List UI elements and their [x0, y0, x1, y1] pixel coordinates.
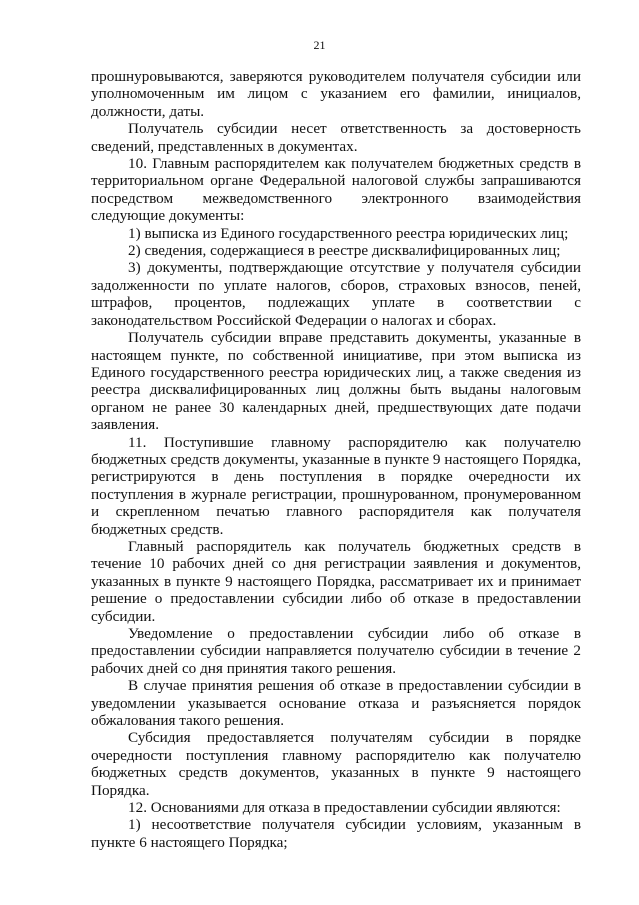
- paragraph: Получатель субсидии вправе представить документы, указанные в настоящем пункте, по собственной инициативе, при этом выписка из Единого государственного реестра юридических лиц, а также сведения из реестра дисквалифицированных лиц должны быть выданы налоговым органом не ранее 30 календарных дней, предшествующих дате подачи заявления.: [91, 329, 581, 434]
- paragraph: 11. Поступившие главному распорядителю как получателю бюджетных средств документы, указанные в пункте 9 настоящего Порядка, регистрируются в день поступления в порядке очередности их поступления в журнале регистрации, прошнурованном, пронумерованном и скрепленном печатью главного распорядителя как получателя бюджетных средств.: [91, 433, 581, 538]
- document-body: [91, 68, 581, 851]
- paragraph: Главный распорядитель как получатель бюджетных средств в течение 10 рабочих дней со дня регистрации заявления и документов, указанных в пункте 9 настоящего Порядка, рассматривает их и принимает решение о предоставлении субсидии либо об отказе в предоставлении субсидии.: [91, 537, 581, 625]
- list-item: 2) сведения, содержащиеся в реестре дисквалифицированных лиц;: [128, 242, 561, 260]
- list-item: 1) выписка из Единого государственного реестра юридических лиц;: [128, 224, 569, 242]
- paragraph: Уведомление о предоставлении субсидии либо об отказе в предоставлении субсидии направляется получателю субсидии в течение 2 рабочих дней со дня принятия такого решения.: [91, 625, 581, 677]
- paragraph: В случае принятия решения об отказе в предоставлении субсидии в уведомлении указывается основание отказа и разъясняется порядок обжалования такого решения.: [91, 677, 581, 730]
- page-number: 21: [313, 38, 326, 52]
- paragraph: Субсидия предоставляется получателям субсидии в порядке очередности поступления главному распорядителю как получателю бюджетных средств документов, указанных в пункте 9 настоящего Порядка.: [91, 729, 581, 799]
- list-item: 3) документы, подтверждающие отсутствие у получателя субсидии задолженности по уплате налогов, сборов, страховых взносов, пеней, штрафов, процентов, подлежащих уплате в соответствии с законодательством Российской Федерации о налогах и сборах.: [91, 259, 581, 329]
- paragraph: 12. Основаниями для отказа в предоставлении субсидии являются:: [128, 799, 561, 817]
- paragraph: прошнуровываются, заверяются руководителем получателя субсидии или уполномоченным им лицом с указанием его фамилии, инициалов, должности, даты.: [91, 68, 581, 120]
- paragraph: Получатель субсидии несет ответственность за достоверность сведений, представленных в документах.: [91, 120, 581, 155]
- paragraph: 10. Главным распорядителем как получателем бюджетных средств в территориальном органе Федеральной налоговой службы запрашиваются посредством межведомственного электронного взаимодействия следующие документы:: [91, 155, 581, 225]
- list-item: 1) несоответствие получателя субсидии условиям, указанным в пункте 6 настоящего Порядка;: [91, 816, 581, 851]
